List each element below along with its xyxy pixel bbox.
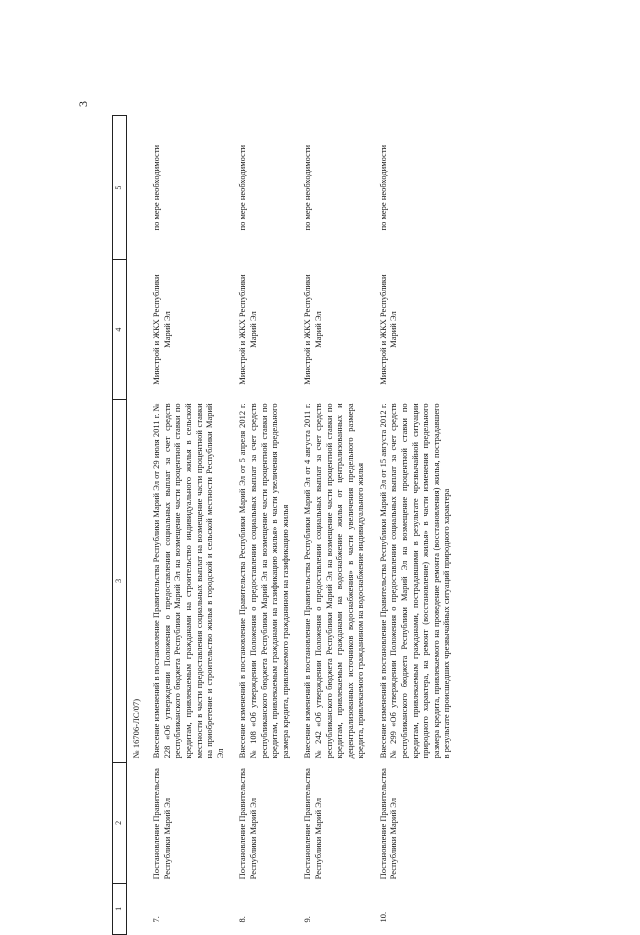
row-doc-type: Постановление Правительства Республики Марий Эл bbox=[237, 768, 258, 880]
page-number: 3 bbox=[76, 101, 90, 107]
header-col-3: 3 bbox=[113, 399, 127, 762]
row-deadline: по мере необходимости bbox=[151, 144, 162, 231]
row-executor: Минстрой и ЖКХ Республики Марий Эл bbox=[377, 274, 399, 385]
rotated-content bbox=[112, 115, 612, 935]
row-content: Внесение изменений в постановление Правительства Республики Марий Эл от 29 июля 2011 г. № 228 «Об утверждении Положения о предоставлении социальных выплат за счет средств республиканского бюджета Республики Марий Эл на возмещение части процентной ставки по кредитам, привлекаемым гражданами на строительство индивидуального жилья в сельской местности в части предоставления социальных выплат на возмещение части процентной ставки на приобретение и строительство жилья в городской и сельской местности Республики Марий Эл bbox=[151, 403, 225, 759]
header-col-1: 1 bbox=[113, 883, 127, 934]
row-content: Внесение изменений в постановление Правительства Республики Марий Эл от 15 августа 2012 г. № 299 «Об утверждении Положения о предоставлении социальных выплат за счет средств республиканского бюджета Республики Марий Эл на возмещение процентной ставки по кредитам, привлекаемым гражданами, пострадавшими в результате чрезвычайной ситуации природного характера, на ремонт (восстановление) жилья» в части изменения предельного размера кредита, привлекаемого на проведение ремонта (восстановления) жилья, пострадавшего в результате происшедших чрезвычайных ситуаций природного характера bbox=[377, 403, 452, 759]
row-deadline: по мере необходимости bbox=[237, 144, 248, 231]
row-content: Внесение изменений в постановление Правительства Республики Марий Эл от 5 апреля 2012 г. № 108 «Об утверждении Положения о предоставлении социальных выплат за счет средств республиканского бюджета Республики Марий Эл на возмещение части процентной ставки по кредитам, привлекаемым гражданами на газификацию жилья» в части увеличения предельного размера кредита, привлекаемого гражданином на газификацию жилья bbox=[237, 403, 290, 759]
row-content: Внесение изменений в постановление Правительства Республики Марий Эл от 4 августа 2011 г. № 242 «Об утверждении Положения о предоставлении социальных выплат за счет средств республиканского бюджета Республики Марий Эл на возмещение части процентной ставки по кредитам, привлекаемым гражданами на водоснабжение жилья от централизованных и децентрализованных источников водоснабжения» в части увеличения предельного размера кредита, привлекаемого гражданином на водоснабжение индивидуального жилья bbox=[302, 403, 366, 759]
plan-table bbox=[112, 115, 462, 935]
row-executor: Минстрой и ЖКХ Республики Марий Эл bbox=[302, 274, 323, 385]
row-executor: Минстрой и ЖКХ Республики Марий Эл bbox=[151, 274, 172, 385]
row-doc-type: Постановление Правительства Республики Марий Эл bbox=[302, 768, 323, 880]
table-row bbox=[376, 116, 462, 935]
header-col-4: 4 bbox=[113, 260, 127, 400]
table-header bbox=[113, 116, 127, 935]
row-doc-type: Постановление Правительства Республики Марий Эл bbox=[377, 768, 399, 880]
row-number: 7. bbox=[151, 916, 162, 923]
continued-row bbox=[126, 116, 149, 935]
row-number: 9. bbox=[302, 916, 313, 923]
header-col-2: 2 bbox=[113, 762, 127, 883]
row-deadline: по мере необходимости bbox=[377, 144, 388, 231]
row-executor: Минстрой и ЖКХ Республики Марий Эл bbox=[237, 274, 258, 385]
rotated-sheet bbox=[112, 115, 612, 935]
table-row bbox=[300, 116, 376, 935]
continued-text: № 16706-ЛС/07) bbox=[130, 698, 141, 759]
table-row bbox=[149, 116, 235, 935]
header-col-5: 5 bbox=[113, 116, 127, 260]
row-deadline: по мере необходимости bbox=[302, 144, 313, 231]
table-row bbox=[235, 116, 300, 935]
row-number: 8. bbox=[237, 916, 248, 923]
row-doc-type: Постановление Правительства Республики Марий Эл bbox=[151, 768, 172, 880]
row-number: 10. bbox=[377, 911, 388, 923]
